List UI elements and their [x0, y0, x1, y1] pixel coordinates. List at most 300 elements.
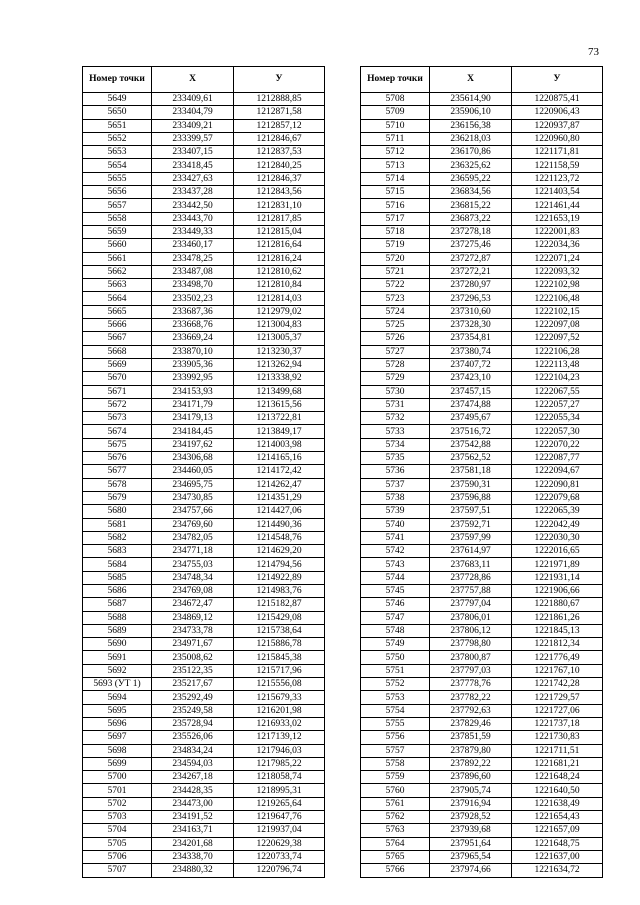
point-number-cell: 5683 [83, 545, 152, 558]
point-number-cell: 5747 [361, 611, 430, 624]
table-row [83, 744, 325, 757]
x-coordinate-cell: 234428,35 [152, 784, 234, 797]
x-coordinate-cell: 237597,99 [430, 531, 512, 544]
y-coordinate-cell: 1220875,41 [512, 93, 603, 106]
point-number-cell: 5694 [83, 691, 152, 704]
table-row [361, 704, 603, 717]
point-number-cell: 5687 [83, 598, 152, 611]
point-number-cell: 5716 [361, 199, 430, 212]
table-row [83, 531, 325, 544]
x-coordinate-cell: 234306,68 [152, 452, 234, 465]
header-x: X [430, 67, 512, 93]
x-coordinate-cell: 237778,76 [430, 678, 512, 691]
table-row [83, 452, 325, 465]
y-coordinate-cell: 1220796,74 [234, 864, 325, 877]
point-number-cell: 5673 [83, 412, 152, 425]
y-coordinate-cell: 1214490,36 [234, 518, 325, 531]
x-coordinate-cell: 233905,36 [152, 358, 234, 371]
table-row [83, 332, 325, 345]
table-row [83, 199, 325, 212]
x-coordinate-cell: 234473,00 [152, 797, 234, 810]
y-coordinate-cell: 1221742,28 [512, 678, 603, 691]
x-coordinate-cell: 237457,15 [430, 385, 512, 398]
y-coordinate-cell: 1221653,19 [512, 212, 603, 225]
table-row [83, 678, 325, 691]
y-coordinate-cell: 1213005,37 [234, 332, 325, 345]
x-coordinate-cell: 234460,05 [152, 465, 234, 478]
x-coordinate-cell: 237380,74 [430, 345, 512, 358]
y-coordinate-cell: 1215738,64 [234, 624, 325, 637]
x-coordinate-cell: 234834,24 [152, 744, 234, 757]
y-coordinate-cell: 1219647,76 [234, 811, 325, 824]
table-row [83, 691, 325, 704]
y-coordinate-cell: 1221640,50 [512, 784, 603, 797]
y-coordinate-cell: 1213262,94 [234, 358, 325, 371]
y-coordinate-cell: 1222087,77 [512, 452, 603, 465]
table-row [361, 265, 603, 278]
x-coordinate-cell: 237614,97 [430, 545, 512, 558]
table-row [83, 850, 325, 863]
x-coordinate-cell: 234755,03 [152, 558, 234, 571]
y-coordinate-cell: 1213004,83 [234, 319, 325, 332]
y-coordinate-cell: 1212810,62 [234, 265, 325, 278]
point-number-cell: 5705 [83, 837, 152, 850]
y-coordinate-cell: 1222067,55 [512, 385, 603, 398]
table-row [361, 571, 603, 584]
y-coordinate-cell: 1218995,31 [234, 784, 325, 797]
table-row [83, 319, 325, 332]
y-coordinate-cell: 1222071,24 [512, 252, 603, 265]
y-coordinate-cell: 1213338,92 [234, 372, 325, 385]
point-number-cell: 5723 [361, 292, 430, 305]
table-row [83, 491, 325, 504]
point-number-cell: 5709 [361, 106, 430, 119]
y-coordinate-cell: 1216933,02 [234, 717, 325, 730]
point-number-cell: 5667 [83, 332, 152, 345]
x-coordinate-cell: 237407,72 [430, 358, 512, 371]
x-coordinate-cell: 234179,13 [152, 412, 234, 425]
y-coordinate-cell: 1213722,81 [234, 412, 325, 425]
table-row [83, 824, 325, 837]
table-body-right [361, 93, 603, 878]
table-row [361, 545, 603, 558]
point-number-cell: 5660 [83, 239, 152, 252]
x-coordinate-cell: 237965,54 [430, 850, 512, 863]
y-coordinate-cell: 1222113,48 [512, 358, 603, 371]
table-row [83, 425, 325, 438]
x-coordinate-cell: 234338,70 [152, 850, 234, 863]
point-number-cell: 5741 [361, 531, 430, 544]
y-coordinate-cell: 1220733,74 [234, 850, 325, 863]
table-row [361, 132, 603, 145]
y-coordinate-cell: 1214629,20 [234, 545, 325, 558]
y-coordinate-cell: 1212871,58 [234, 106, 325, 119]
header-x: X [152, 67, 234, 93]
y-coordinate-cell: 1214172,42 [234, 465, 325, 478]
table-row [361, 624, 603, 637]
y-coordinate-cell: 1222055,34 [512, 412, 603, 425]
table-row [361, 797, 603, 810]
x-coordinate-cell: 236156,38 [430, 119, 512, 132]
table-row [361, 385, 603, 398]
y-coordinate-cell: 1222106,48 [512, 292, 603, 305]
point-number-cell: 5676 [83, 452, 152, 465]
point-number-cell: 5727 [361, 345, 430, 358]
table-row [361, 850, 603, 863]
point-number-cell: 5670 [83, 372, 152, 385]
y-coordinate-cell: 1222097,52 [512, 332, 603, 345]
x-coordinate-cell: 237939,68 [430, 824, 512, 837]
table-row [83, 239, 325, 252]
x-coordinate-cell: 236218,03 [430, 132, 512, 145]
y-coordinate-cell: 1213499,68 [234, 385, 325, 398]
x-coordinate-cell: 234782,05 [152, 531, 234, 544]
header-y: У [234, 67, 325, 93]
table-row [83, 598, 325, 611]
y-coordinate-cell: 1215556,08 [234, 678, 325, 691]
y-coordinate-cell: 1214003,98 [234, 438, 325, 451]
y-coordinate-cell: 1221158,59 [512, 159, 603, 172]
x-coordinate-cell: 234163,71 [152, 824, 234, 837]
y-coordinate-cell: 1222070,22 [512, 438, 603, 451]
x-coordinate-cell: 236595,22 [430, 172, 512, 185]
table-row [83, 704, 325, 717]
y-coordinate-cell: 1221727,06 [512, 704, 603, 717]
x-coordinate-cell: 237310,60 [430, 305, 512, 318]
table-row [361, 239, 603, 252]
y-coordinate-cell: 1214165,16 [234, 452, 325, 465]
x-coordinate-cell: 237928,52 [430, 811, 512, 824]
point-number-cell: 5730 [361, 385, 430, 398]
point-number-cell: 5759 [361, 771, 430, 784]
y-coordinate-cell: 1215429,08 [234, 611, 325, 624]
table-row [83, 186, 325, 199]
x-coordinate-cell: 234201,68 [152, 837, 234, 850]
table-row [361, 398, 603, 411]
x-coordinate-cell: 234267,18 [152, 771, 234, 784]
point-number-cell: 5669 [83, 358, 152, 371]
x-coordinate-cell: 237272,21 [430, 265, 512, 278]
table-row [361, 757, 603, 770]
x-coordinate-cell: 235292,49 [152, 691, 234, 704]
y-coordinate-cell: 1212810,84 [234, 279, 325, 292]
y-coordinate-cell: 1212846,37 [234, 172, 325, 185]
y-coordinate-cell: 1215845,38 [234, 651, 325, 664]
point-number-cell: 5751 [361, 664, 430, 677]
table-row [83, 225, 325, 238]
x-coordinate-cell: 237272,87 [430, 252, 512, 265]
point-number-cell: 5650 [83, 106, 152, 119]
point-number-cell: 5701 [83, 784, 152, 797]
x-coordinate-cell: 236834,56 [430, 186, 512, 199]
table-row [361, 584, 603, 597]
y-coordinate-cell: 1221845,13 [512, 624, 603, 637]
x-coordinate-cell: 234733,78 [152, 624, 234, 637]
y-coordinate-cell: 1221971,89 [512, 558, 603, 571]
point-number-cell: 5758 [361, 757, 430, 770]
x-coordinate-cell: 237798,80 [430, 638, 512, 651]
y-coordinate-cell: 1216201,98 [234, 704, 325, 717]
point-number-cell: 5720 [361, 252, 430, 265]
y-coordinate-cell: 1222057,27 [512, 398, 603, 411]
x-coordinate-cell: 234594,03 [152, 757, 234, 770]
table-row [83, 771, 325, 784]
point-number-cell: 5725 [361, 319, 430, 332]
point-number-cell: 5728 [361, 358, 430, 371]
point-number-cell: 5734 [361, 438, 430, 451]
point-number-cell: 5695 [83, 704, 152, 717]
y-coordinate-cell: 1221657,09 [512, 824, 603, 837]
x-coordinate-cell: 234171,79 [152, 398, 234, 411]
table-row [361, 332, 603, 345]
table-row [361, 558, 603, 571]
y-coordinate-cell: 1212814,03 [234, 292, 325, 305]
x-coordinate-cell: 233443,70 [152, 212, 234, 225]
table-row [83, 651, 325, 664]
y-coordinate-cell: 1221634,72 [512, 864, 603, 877]
table-row [83, 358, 325, 371]
x-coordinate-cell: 237423,10 [430, 372, 512, 385]
x-coordinate-cell: 236873,22 [430, 212, 512, 225]
y-coordinate-cell: 1214262,47 [234, 478, 325, 491]
table-row [361, 279, 603, 292]
table-row [83, 305, 325, 318]
point-number-cell: 5721 [361, 265, 430, 278]
x-coordinate-cell: 237581,18 [430, 465, 512, 478]
point-number-cell: 5689 [83, 624, 152, 637]
table-row [83, 545, 325, 558]
x-coordinate-cell: 235526,06 [152, 731, 234, 744]
point-number-cell: 5672 [83, 398, 152, 411]
x-coordinate-cell: 237806,12 [430, 624, 512, 637]
y-coordinate-cell: 1221461,44 [512, 199, 603, 212]
x-coordinate-cell: 234197,62 [152, 438, 234, 451]
x-coordinate-cell: 234869,12 [152, 611, 234, 624]
x-coordinate-cell: 237683,11 [430, 558, 512, 571]
table-row [83, 784, 325, 797]
coordinates-table-left [82, 66, 325, 878]
x-coordinate-cell: 237974,66 [430, 864, 512, 877]
table-row [83, 252, 325, 265]
x-coordinate-cell: 234769,60 [152, 518, 234, 531]
table-row [361, 744, 603, 757]
table-row [361, 731, 603, 744]
y-coordinate-cell: 1215886,78 [234, 638, 325, 651]
x-coordinate-cell: 233442,50 [152, 199, 234, 212]
table-row [361, 678, 603, 691]
table-row [361, 345, 603, 358]
x-coordinate-cell: 237328,30 [430, 319, 512, 332]
y-coordinate-cell: 1213230,37 [234, 345, 325, 358]
y-coordinate-cell: 1221880,67 [512, 598, 603, 611]
table-row [361, 119, 603, 132]
y-coordinate-cell: 1221730,83 [512, 731, 603, 744]
point-number-cell: 5739 [361, 505, 430, 518]
table-row [361, 106, 603, 119]
table-row [83, 811, 325, 824]
x-coordinate-cell: 235122,35 [152, 664, 234, 677]
y-coordinate-cell: 1212816,24 [234, 252, 325, 265]
x-coordinate-cell: 234672,47 [152, 598, 234, 611]
header-y: У [512, 67, 603, 93]
point-number-cell: 5693 (УТ 1) [83, 678, 152, 691]
x-coordinate-cell: 237905,74 [430, 784, 512, 797]
table-row [361, 146, 603, 159]
table-header-row [361, 67, 603, 93]
x-coordinate-cell: 233409,21 [152, 119, 234, 132]
y-coordinate-cell: 1214794,56 [234, 558, 325, 571]
table-row [361, 372, 603, 385]
y-coordinate-cell: 1222065,39 [512, 505, 603, 518]
y-coordinate-cell: 1215182,87 [234, 598, 325, 611]
y-coordinate-cell: 1221171,81 [512, 146, 603, 159]
table-row [361, 611, 603, 624]
table-body-left [83, 93, 325, 878]
y-coordinate-cell: 1220629,38 [234, 837, 325, 850]
point-number-cell: 5666 [83, 319, 152, 332]
y-coordinate-cell: 1221648,75 [512, 837, 603, 850]
point-number-cell: 5740 [361, 518, 430, 531]
header-point-number: Номер точки [361, 67, 430, 93]
table-row [83, 465, 325, 478]
table-row [361, 425, 603, 438]
table-row [83, 172, 325, 185]
point-number-cell: 5754 [361, 704, 430, 717]
x-coordinate-cell: 235008,62 [152, 651, 234, 664]
table-row [361, 93, 603, 106]
x-coordinate-cell: 237829,46 [430, 717, 512, 730]
x-coordinate-cell: 233687,36 [152, 305, 234, 318]
y-coordinate-cell: 1222001,83 [512, 225, 603, 238]
point-number-cell: 5649 [83, 93, 152, 106]
table-row [83, 279, 325, 292]
x-coordinate-cell: 234730,85 [152, 491, 234, 504]
table-row [83, 372, 325, 385]
y-coordinate-cell: 1222104,23 [512, 372, 603, 385]
table-row [83, 518, 325, 531]
y-coordinate-cell: 1221861,26 [512, 611, 603, 624]
x-coordinate-cell: 237916,94 [430, 797, 512, 810]
point-number-cell: 5722 [361, 279, 430, 292]
x-coordinate-cell: 235217,67 [152, 678, 234, 691]
y-coordinate-cell: 1220960,80 [512, 132, 603, 145]
x-coordinate-cell: 234748,34 [152, 571, 234, 584]
y-coordinate-cell: 1217985,22 [234, 757, 325, 770]
point-number-cell: 5675 [83, 438, 152, 451]
point-number-cell: 5653 [83, 146, 152, 159]
x-coordinate-cell: 237782,22 [430, 691, 512, 704]
x-coordinate-cell: 236815,22 [430, 199, 512, 212]
y-coordinate-cell: 1215717,96 [234, 664, 325, 677]
y-coordinate-cell: 1212857,12 [234, 119, 325, 132]
table-row [361, 252, 603, 265]
table-row [83, 558, 325, 571]
table-row [361, 505, 603, 518]
table-row [361, 225, 603, 238]
point-number-cell: 5749 [361, 638, 430, 651]
x-coordinate-cell: 234153,93 [152, 385, 234, 398]
point-number-cell: 5711 [361, 132, 430, 145]
x-coordinate-cell: 237275,46 [430, 239, 512, 252]
x-coordinate-cell: 237797,04 [430, 598, 512, 611]
point-number-cell: 5656 [83, 186, 152, 199]
x-coordinate-cell: 237280,97 [430, 279, 512, 292]
point-number-cell: 5736 [361, 465, 430, 478]
point-number-cell: 5735 [361, 452, 430, 465]
point-number-cell: 5706 [83, 850, 152, 863]
y-coordinate-cell: 1221637,00 [512, 850, 603, 863]
table-row [361, 638, 603, 651]
point-number-cell: 5738 [361, 491, 430, 504]
point-number-cell: 5719 [361, 239, 430, 252]
x-coordinate-cell: 237278,18 [430, 225, 512, 238]
point-number-cell: 5753 [361, 691, 430, 704]
point-number-cell: 5763 [361, 824, 430, 837]
y-coordinate-cell: 1222106,28 [512, 345, 603, 358]
x-coordinate-cell: 237851,59 [430, 731, 512, 744]
table-row [361, 199, 603, 212]
table-row [361, 531, 603, 544]
table-row [83, 837, 325, 850]
x-coordinate-cell: 237596,88 [430, 491, 512, 504]
table-row [361, 784, 603, 797]
y-coordinate-cell: 1222016,65 [512, 545, 603, 558]
table-row [83, 664, 325, 677]
x-coordinate-cell: 233399,57 [152, 132, 234, 145]
table-row [361, 412, 603, 425]
point-number-cell: 5664 [83, 292, 152, 305]
y-coordinate-cell: 1221906,66 [512, 584, 603, 597]
y-coordinate-cell: 1218058,74 [234, 771, 325, 784]
point-number-cell: 5651 [83, 119, 152, 132]
y-coordinate-cell: 1222034,36 [512, 239, 603, 252]
point-number-cell: 5757 [361, 744, 430, 757]
table-row [361, 438, 603, 451]
x-coordinate-cell: 233992,95 [152, 372, 234, 385]
y-coordinate-cell: 1212979,02 [234, 305, 325, 318]
y-coordinate-cell: 1220906,43 [512, 106, 603, 119]
point-number-cell: 5655 [83, 172, 152, 185]
page-number: 73 [588, 46, 599, 58]
y-coordinate-cell: 1212888,85 [234, 93, 325, 106]
y-coordinate-cell: 1222090,81 [512, 478, 603, 491]
x-coordinate-cell: 233478,25 [152, 252, 234, 265]
x-coordinate-cell: 235249,58 [152, 704, 234, 717]
x-coordinate-cell: 237892,22 [430, 757, 512, 770]
x-coordinate-cell: 237495,67 [430, 412, 512, 425]
x-coordinate-cell: 233427,63 [152, 172, 234, 185]
y-coordinate-cell: 1212846,67 [234, 132, 325, 145]
x-coordinate-cell: 233407,15 [152, 146, 234, 159]
table-row [361, 452, 603, 465]
header-point-number: Номер точки [83, 67, 152, 93]
y-coordinate-cell: 1221729,57 [512, 691, 603, 704]
point-number-cell: 5654 [83, 159, 152, 172]
point-number-cell: 5681 [83, 518, 152, 531]
y-coordinate-cell: 1221767,10 [512, 664, 603, 677]
point-number-cell: 5712 [361, 146, 430, 159]
point-number-cell: 5765 [361, 850, 430, 863]
point-number-cell: 5668 [83, 345, 152, 358]
y-coordinate-cell: 1217139,12 [234, 731, 325, 744]
y-coordinate-cell: 1222094,67 [512, 465, 603, 478]
y-coordinate-cell: 1221776,49 [512, 651, 603, 664]
table-row [83, 132, 325, 145]
table-row [83, 292, 325, 305]
x-coordinate-cell: 237592,71 [430, 518, 512, 531]
table-row [83, 412, 325, 425]
table-row [361, 358, 603, 371]
